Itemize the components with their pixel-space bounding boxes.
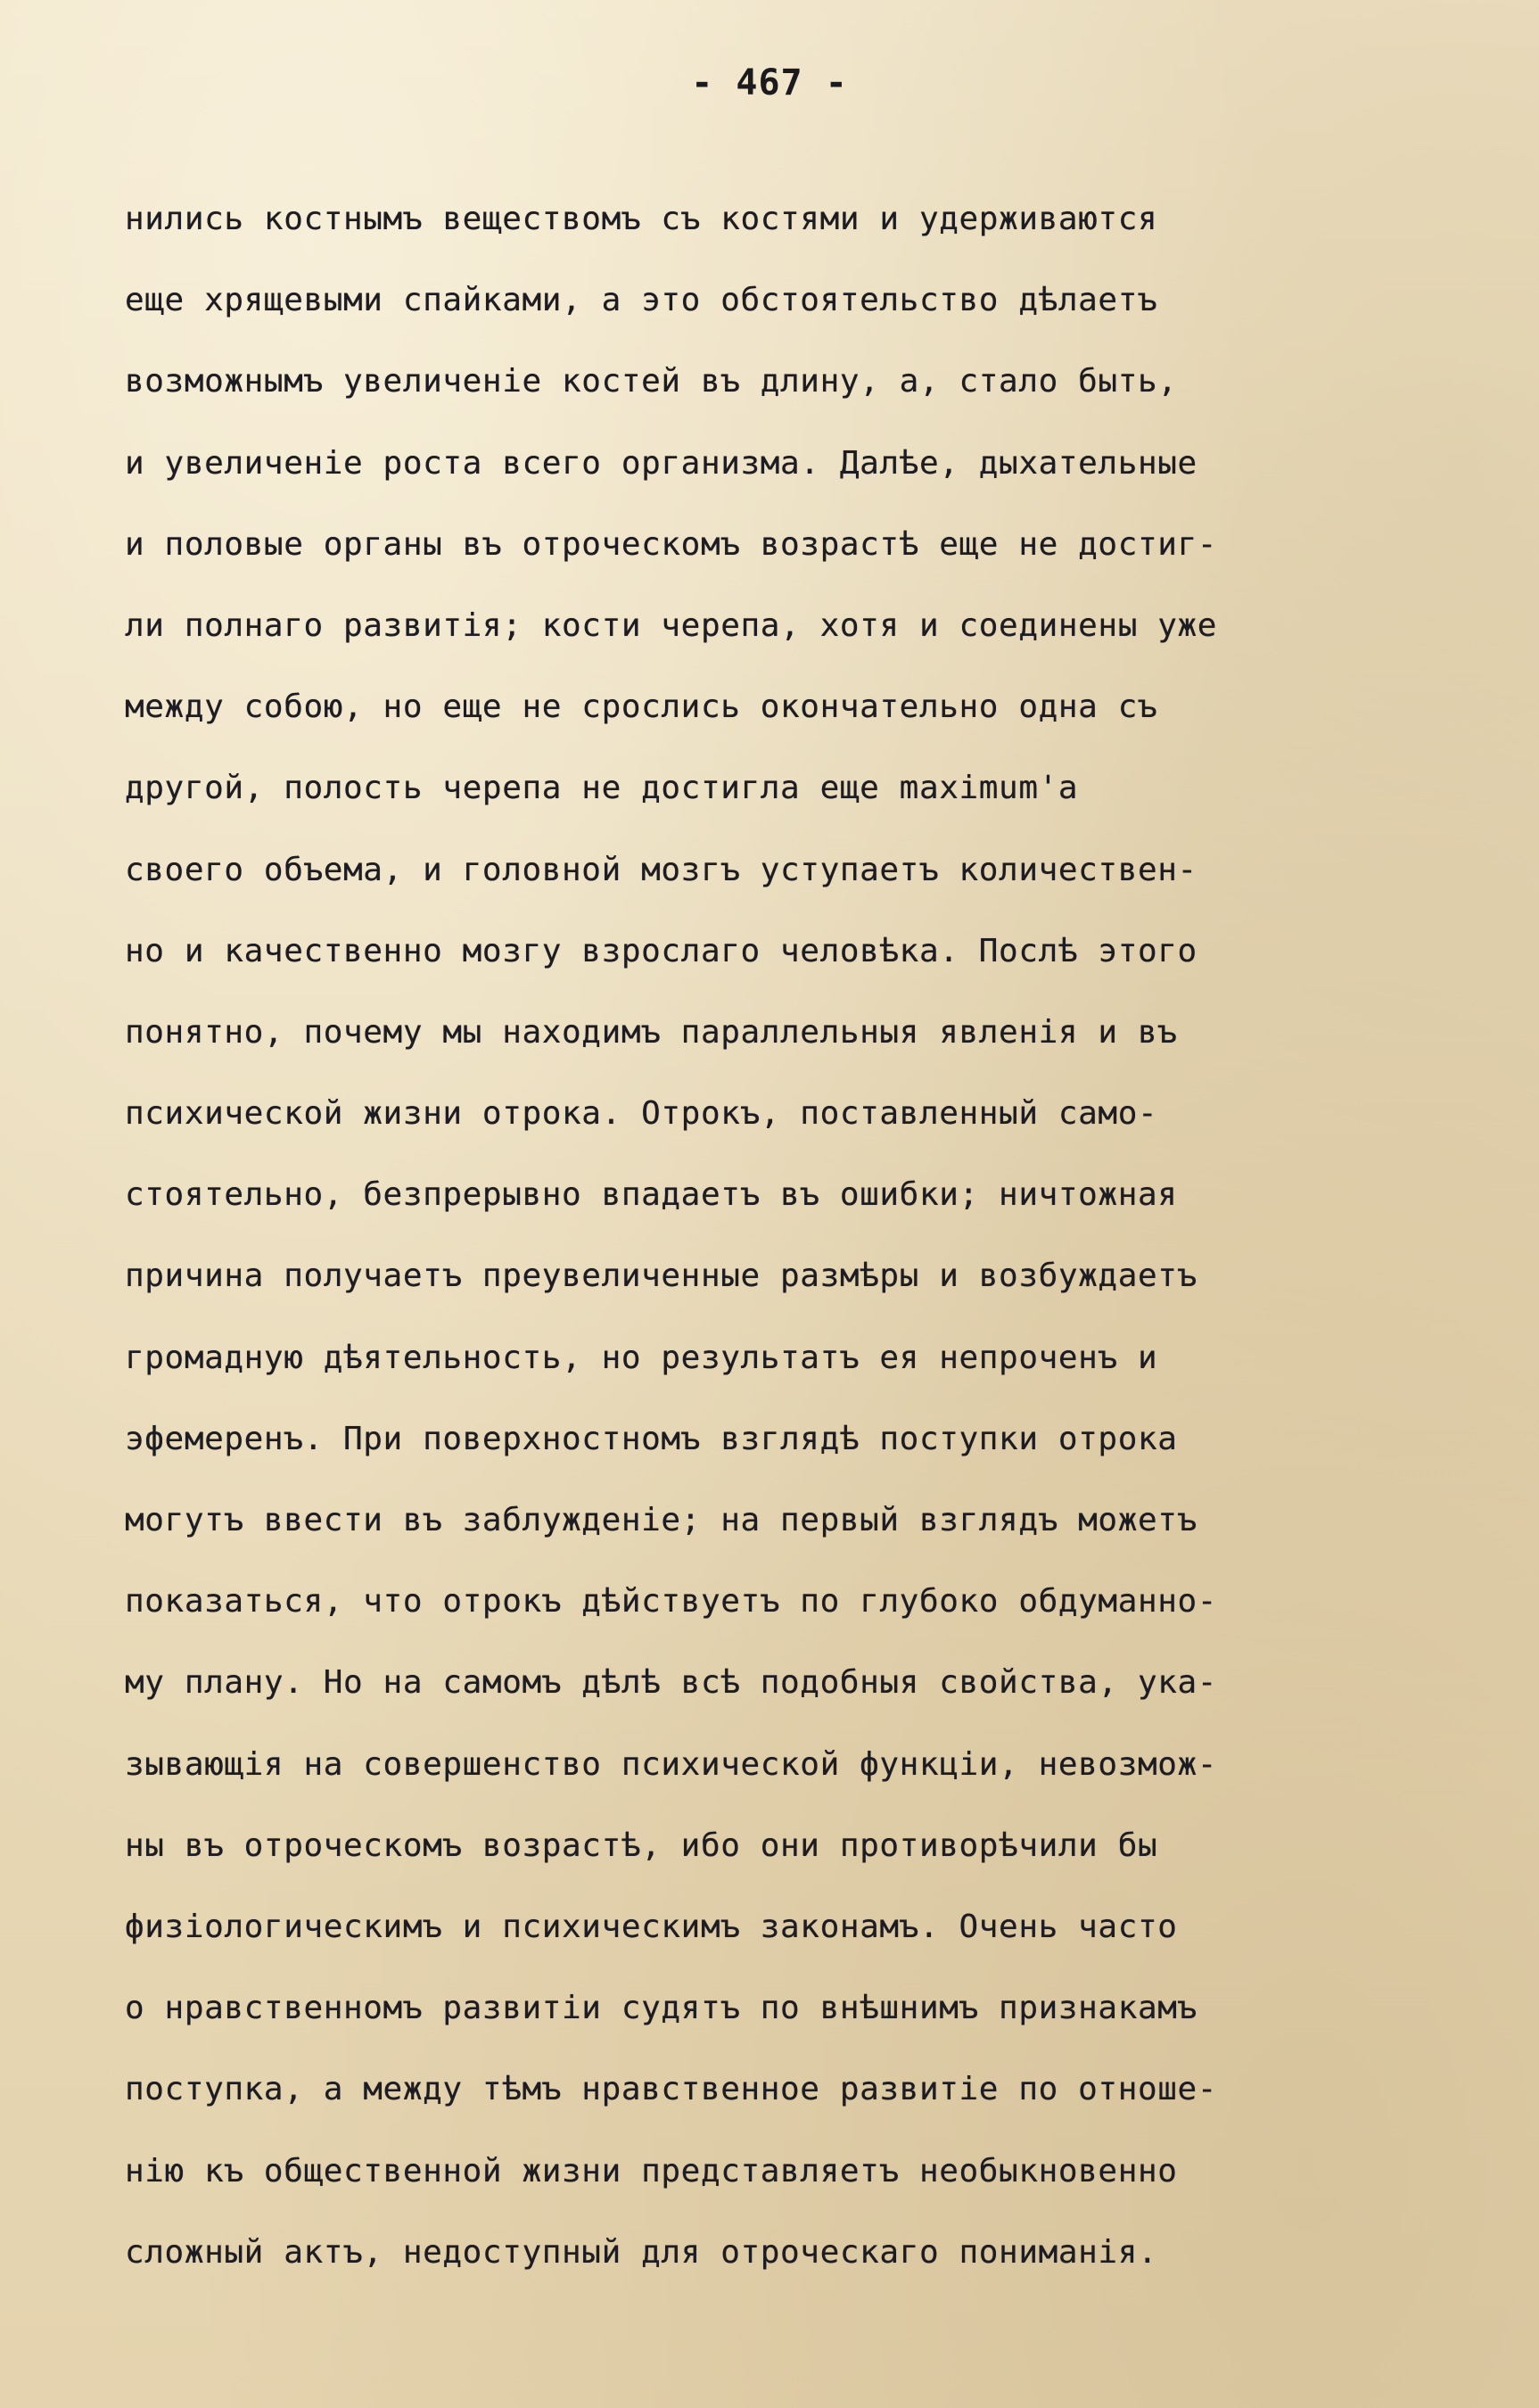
text-line: возможнымъ увеличенiе костей въ длину, а, стало быть, bbox=[125, 363, 1178, 400]
text-line: эфемеренъ. При поверхностномъ взглядѣ поступки отрока bbox=[125, 1420, 1178, 1457]
text-line: показаться, что отрокъ дѣйствуетъ по глубоко обдуманно- bbox=[125, 1583, 1218, 1620]
text-line: своего объема, и головной мозгъ уступаетъ количествен- bbox=[125, 851, 1197, 888]
text-line: и увеличенiе роста всего организма. Далѣе, дыхательные bbox=[125, 444, 1197, 482]
text-line: сложный актъ, недоступный для отроческаго пониманiя. bbox=[125, 2233, 1158, 2271]
text-line: между собою, но еще не срослись окончательно одна съ bbox=[125, 689, 1158, 726]
text-line: громадную дѣятельность, но результатъ ея непроченъ и bbox=[125, 1339, 1158, 1376]
text-line: понятно, почему мы находимъ параллельныя явленiя и въ bbox=[125, 1013, 1178, 1051]
text-line: физiологическимъ и психическимъ законамъ. Очень часто bbox=[125, 1908, 1178, 1945]
text-line: поступка, а между тѣмъ нравственное развитiе по отноше- bbox=[125, 2071, 1218, 2108]
text-line: психической жизни отрока. Отрокъ, поставленный само- bbox=[125, 1095, 1158, 1133]
text-line: могутъ ввести въ заблужденiе; на первый взглядъ можетъ bbox=[125, 1502, 1197, 1538]
text-line: еще хрящевыми спайками, а это обстоятельство дѣлаетъ bbox=[125, 282, 1158, 319]
text-line: нились костнымъ веществомъ съ костями и удерживаются bbox=[125, 201, 1158, 237]
page-number: - 467 - bbox=[691, 62, 848, 103]
text-line: о нравственномъ развитiи судятъ по внѣшнимъ признакамъ bbox=[125, 1990, 1197, 2027]
text-line: зывающiя на совершенство психической функцiи, невозмож- bbox=[125, 1745, 1218, 1783]
text-line: стоятельно, безпрерывно впадаетъ въ ошибки; ничтожная bbox=[125, 1176, 1178, 1214]
text-line: ли полнаго развитiя; кости черепа, хотя и соединены уже bbox=[125, 606, 1218, 644]
text-line: нiю къ общественной жизни представляетъ необыкновенно bbox=[125, 2152, 1178, 2189]
text-line: но и качественно мозгу взрослаго человѣка. Послѣ этого bbox=[125, 932, 1197, 969]
text-line: и половые органы въ отроческомъ возрастѣ еще не достиг- bbox=[125, 525, 1218, 563]
text-line: му плану. Но на самомъ дѣлѣ всѣ подобныя свойства, ука- bbox=[125, 1664, 1218, 1702]
text-line: другой, полость черепа не достигла еще maximum'а bbox=[125, 770, 1079, 807]
text-line: причина получаетъ преувеличенные размѣры и возбуждаетъ bbox=[125, 1258, 1197, 1295]
text-line: ны въ отроческомъ возрастѣ, ибо они противорѣчили бы bbox=[125, 1827, 1158, 1864]
body-text bbox=[125, 194, 1480, 2309]
